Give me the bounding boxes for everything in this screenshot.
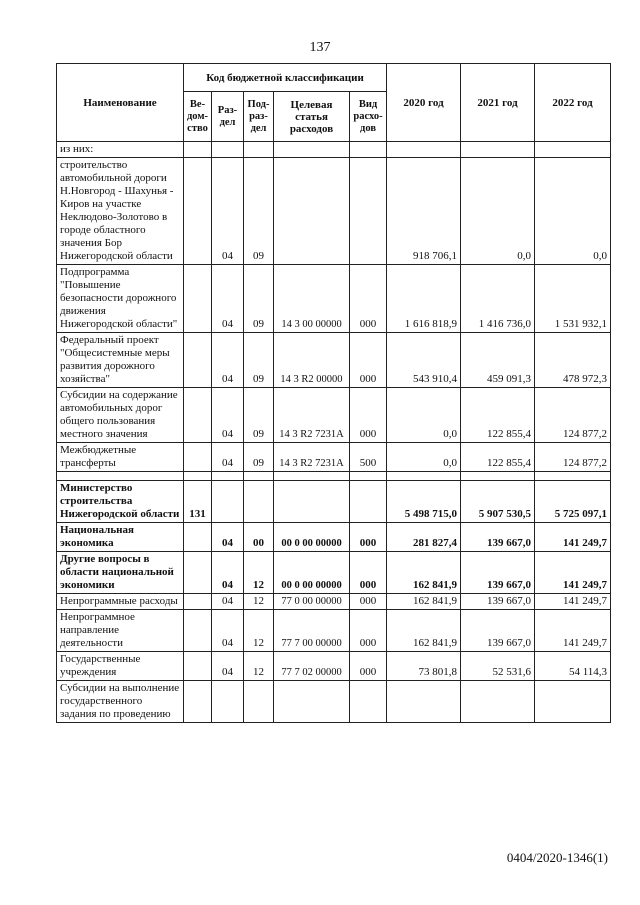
header-name: Наименование bbox=[57, 64, 184, 142]
cell-name: Другие вопросы в области национальной экономики bbox=[57, 552, 184, 594]
cell-2021: 122 855,4 bbox=[461, 443, 535, 472]
cell-2022 bbox=[535, 142, 611, 158]
cell-2020: 0,0 bbox=[387, 388, 461, 443]
cell-razdel: 04 bbox=[212, 652, 244, 681]
cell-celevaya-statya bbox=[274, 681, 350, 723]
cell-celevaya-statya: 14 3 00 00000 bbox=[274, 265, 350, 333]
cell-2021 bbox=[461, 142, 535, 158]
header-year-2021: 2021 год bbox=[461, 64, 535, 142]
cell-vedomstvo bbox=[184, 333, 212, 388]
cell-2020: 543 910,4 bbox=[387, 333, 461, 388]
cell-razdel: 04 bbox=[212, 333, 244, 388]
budget-table bbox=[56, 63, 611, 723]
spacer-cell bbox=[184, 472, 212, 481]
cell-podrazdel: 09 bbox=[244, 265, 274, 333]
cell-vedomstvo bbox=[184, 265, 212, 333]
cell-vid-rashodov: 000 bbox=[350, 265, 387, 333]
cell-vedomstvo bbox=[184, 523, 212, 552]
cell-razdel: 04 bbox=[212, 610, 244, 652]
table-row bbox=[57, 681, 611, 723]
table-row bbox=[57, 142, 611, 158]
cell-vedomstvo bbox=[184, 681, 212, 723]
cell-podrazdel: 09 bbox=[244, 158, 274, 265]
table-row bbox=[57, 265, 611, 333]
cell-name: Федеральный проект "Общесистемные меры развития дорожного хозяйства" bbox=[57, 333, 184, 388]
table-row bbox=[57, 552, 611, 594]
header-podrazdel: Под-раз-дел bbox=[244, 92, 274, 142]
cell-2021: 52 531,6 bbox=[461, 652, 535, 681]
header-year-2022: 2022 год bbox=[535, 64, 611, 142]
cell-celevaya-statya bbox=[274, 481, 350, 523]
cell-2020: 1 616 818,9 bbox=[387, 265, 461, 333]
cell-celevaya-statya: 14 3 R2 00000 bbox=[274, 333, 350, 388]
cell-podrazdel bbox=[244, 142, 274, 158]
cell-celevaya-statya: 77 7 02 00000 bbox=[274, 652, 350, 681]
header-classification-group: Код бюджетной классификации bbox=[184, 64, 387, 92]
cell-2020: 5 498 715,0 bbox=[387, 481, 461, 523]
cell-2022 bbox=[535, 681, 611, 723]
table-row bbox=[57, 610, 611, 652]
cell-vid-rashodov: 000 bbox=[350, 388, 387, 443]
spacer-cell bbox=[274, 472, 350, 481]
cell-name: Непрограммные расходы bbox=[57, 594, 184, 610]
cell-2021: 5 907 530,5 bbox=[461, 481, 535, 523]
cell-razdel bbox=[212, 142, 244, 158]
cell-razdel bbox=[212, 481, 244, 523]
cell-2022: 141 249,7 bbox=[535, 552, 611, 594]
table-body bbox=[57, 142, 611, 723]
cell-name: из них: bbox=[57, 142, 184, 158]
cell-vid-rashodov: 000 bbox=[350, 652, 387, 681]
cell-2022: 141 249,7 bbox=[535, 594, 611, 610]
cell-2022: 1 531 932,1 bbox=[535, 265, 611, 333]
cell-razdel: 04 bbox=[212, 388, 244, 443]
spacer-cell bbox=[57, 472, 184, 481]
cell-2021: 122 855,4 bbox=[461, 388, 535, 443]
cell-vid-rashodov bbox=[350, 681, 387, 723]
cell-razdel: 04 bbox=[212, 265, 244, 333]
cell-vedomstvo bbox=[184, 158, 212, 265]
cell-2022: 478 972,3 bbox=[535, 333, 611, 388]
cell-podrazdel: 09 bbox=[244, 443, 274, 472]
table-row bbox=[57, 652, 611, 681]
header-vedomstvo: Ве-дом-ство bbox=[184, 92, 212, 142]
cell-name: Государственные учреждения bbox=[57, 652, 184, 681]
cell-podrazdel: 12 bbox=[244, 552, 274, 594]
cell-celevaya-statya: 77 0 00 00000 bbox=[274, 594, 350, 610]
cell-name: строительство автомобильной дороги Н.Новгород - Шахунья - Киров на участке Неклюдово-Золотово в городе областного значения Бор Нижегородской области bbox=[57, 158, 184, 265]
cell-name: Непрограммное направление деятельности bbox=[57, 610, 184, 652]
page-number: 137 bbox=[309, 40, 331, 55]
cell-vid-rashodov bbox=[350, 158, 387, 265]
cell-2021: 0,0 bbox=[461, 158, 535, 265]
cell-razdel bbox=[212, 681, 244, 723]
cell-vid-rashodov: 500 bbox=[350, 443, 387, 472]
cell-name: Субсидии на выполнение государственного задания по проведению bbox=[57, 681, 184, 723]
document-code: 0404/2020-1346(1) bbox=[506, 850, 608, 865]
cell-name: Субсидии на содержание автомобильных дорог общего пользования местного значения bbox=[57, 388, 184, 443]
cell-2022: 5 725 097,1 bbox=[535, 481, 611, 523]
cell-vedomstvo bbox=[184, 552, 212, 594]
cell-podrazdel: 00 bbox=[244, 523, 274, 552]
cell-podrazdel: 12 bbox=[244, 594, 274, 610]
cell-2021: 139 667,0 bbox=[461, 610, 535, 652]
cell-vid-rashodov: 000 bbox=[350, 594, 387, 610]
cell-celevaya-statya: 14 3 R2 7231A bbox=[274, 443, 350, 472]
cell-2022: 0,0 bbox=[535, 158, 611, 265]
cell-2020: 281 827,4 bbox=[387, 523, 461, 552]
cell-2021 bbox=[461, 681, 535, 723]
cell-razdel: 04 bbox=[212, 443, 244, 472]
cell-celevaya-statya: 77 7 00 00000 bbox=[274, 610, 350, 652]
cell-vid-rashodov: 000 bbox=[350, 333, 387, 388]
cell-2020: 918 706,1 bbox=[387, 158, 461, 265]
cell-2022: 141 249,7 bbox=[535, 610, 611, 652]
cell-2020 bbox=[387, 142, 461, 158]
cell-2021: 139 667,0 bbox=[461, 594, 535, 610]
cell-vid-rashodov bbox=[350, 142, 387, 158]
cell-2022: 124 877,2 bbox=[535, 388, 611, 443]
spacer-cell bbox=[350, 472, 387, 481]
spacer-cell bbox=[461, 472, 535, 481]
cell-celevaya-statya: 14 3 R2 7231A bbox=[274, 388, 350, 443]
spacer-cell bbox=[212, 472, 244, 481]
cell-vedomstvo bbox=[184, 142, 212, 158]
cell-2020: 0,0 bbox=[387, 443, 461, 472]
cell-razdel: 04 bbox=[212, 552, 244, 594]
spacer-row bbox=[57, 472, 611, 481]
cell-celevaya-statya bbox=[274, 142, 350, 158]
cell-2021: 459 091,3 bbox=[461, 333, 535, 388]
cell-vedomstvo bbox=[184, 388, 212, 443]
cell-2022: 124 877,2 bbox=[535, 443, 611, 472]
cell-podrazdel bbox=[244, 481, 274, 523]
cell-2022: 141 249,7 bbox=[535, 523, 611, 552]
cell-name: Межбюджетные трансферты bbox=[57, 443, 184, 472]
cell-vedomstvo bbox=[184, 610, 212, 652]
cell-2020: 73 801,8 bbox=[387, 652, 461, 681]
cell-podrazdel: 09 bbox=[244, 388, 274, 443]
table-row bbox=[57, 594, 611, 610]
table-row bbox=[57, 158, 611, 265]
table-row bbox=[57, 333, 611, 388]
cell-vid-rashodov: 000 bbox=[350, 610, 387, 652]
cell-vedomstvo bbox=[184, 443, 212, 472]
cell-vedomstvo bbox=[184, 652, 212, 681]
cell-2020: 162 841,9 bbox=[387, 552, 461, 594]
cell-2021: 1 416 736,0 bbox=[461, 265, 535, 333]
cell-name: Министерство строительства Нижегородской области bbox=[57, 481, 184, 523]
cell-podrazdel: 12 bbox=[244, 652, 274, 681]
table-row bbox=[57, 388, 611, 443]
cell-vid-rashodov: 000 bbox=[350, 523, 387, 552]
spacer-cell bbox=[535, 472, 611, 481]
cell-2020: 162 841,9 bbox=[387, 610, 461, 652]
spacer-cell bbox=[387, 472, 461, 481]
cell-razdel: 04 bbox=[212, 158, 244, 265]
cell-vedomstvo bbox=[184, 594, 212, 610]
cell-razdel: 04 bbox=[212, 523, 244, 552]
cell-2022: 54 114,3 bbox=[535, 652, 611, 681]
cell-celevaya-statya bbox=[274, 158, 350, 265]
cell-name: Подпрограмма "Повышение безопасности дорожного движения Нижегородской области" bbox=[57, 265, 184, 333]
cell-vid-rashodov bbox=[350, 481, 387, 523]
cell-2021: 139 667,0 bbox=[461, 552, 535, 594]
cell-2020: 162 841,9 bbox=[387, 594, 461, 610]
cell-2020 bbox=[387, 681, 461, 723]
table-row bbox=[57, 481, 611, 523]
cell-2021: 139 667,0 bbox=[461, 523, 535, 552]
cell-podrazdel: 09 bbox=[244, 333, 274, 388]
table-row bbox=[57, 443, 611, 472]
cell-podrazdel: 12 bbox=[244, 610, 274, 652]
cell-vid-rashodov: 000 bbox=[350, 552, 387, 594]
spacer-cell bbox=[244, 472, 274, 481]
cell-name: Национальная экономика bbox=[57, 523, 184, 552]
header-razdel: Раз-дел bbox=[212, 92, 244, 142]
header-celevaya-statya: Целевая статья расходов bbox=[274, 92, 350, 142]
header-year-2020: 2020 год bbox=[387, 64, 461, 142]
table-row bbox=[57, 523, 611, 552]
cell-celevaya-statya: 00 0 00 00000 bbox=[274, 552, 350, 594]
cell-vedomstvo: 131 bbox=[184, 481, 212, 523]
cell-celevaya-statya: 00 0 00 00000 bbox=[274, 523, 350, 552]
header-vid-rashodov: Вид расхо-дов bbox=[350, 92, 387, 142]
cell-razdel: 04 bbox=[212, 594, 244, 610]
cell-podrazdel bbox=[244, 681, 274, 723]
